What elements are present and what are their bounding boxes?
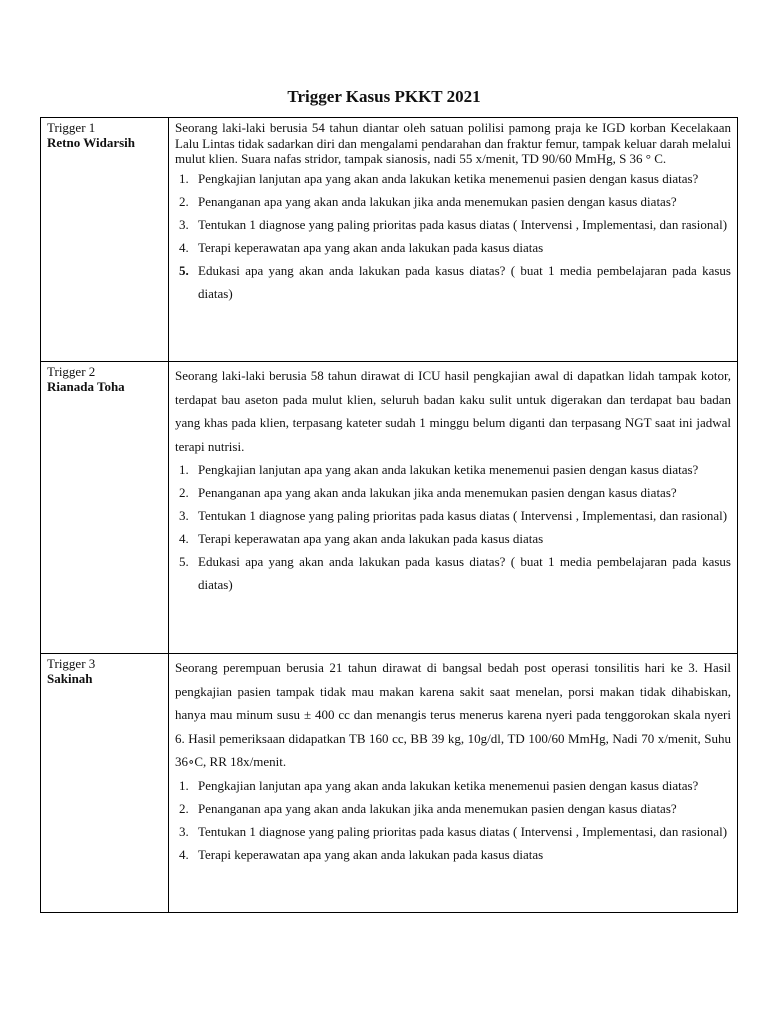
question-text: Pengkajian lanjutan apa yang akan anda lakukan ketika menemenui pasien dengan kasus diatas?	[198, 170, 699, 186]
question-number: 5.	[179, 554, 189, 569]
question-item	[179, 213, 731, 236]
question-item	[179, 527, 731, 550]
question-text: Penanganan apa yang akan anda lakukan jika anda menemukan pasien dengan kasus diatas?	[198, 193, 677, 209]
trigger-meta-cell	[41, 118, 169, 362]
question-number: 5.	[179, 262, 189, 278]
question-text: Terapi keperawatan apa yang akan anda lakukan pada kasus diatas	[198, 846, 544, 862]
question-item	[179, 481, 731, 504]
trigger-author-name: Rianada Toha	[47, 379, 125, 394]
question-text: Terapi keperawatan apa yang akan anda lakukan pada kasus diatas	[198, 531, 544, 546]
trigger-author-name: Retno Widarsih	[47, 135, 136, 150]
question-number: 3.	[179, 216, 189, 232]
trigger-meta-cell	[41, 362, 169, 654]
question-item	[179, 167, 731, 190]
trigger-label: Trigger 1	[47, 120, 96, 135]
trigger-row	[41, 362, 738, 654]
question-text: Pengkajian lanjutan apa yang akan anda lakukan ketika menemenui pasien dengan kasus diatas?	[198, 462, 699, 477]
question-number: 4.	[179, 531, 189, 546]
question-item	[179, 820, 731, 843]
trigger-table	[40, 117, 738, 913]
question-number: 1.	[179, 462, 189, 477]
case-scenario: Seorang laki-laki berusia 54 tahun diantar oleh satuan polilisi pamong praja ke IGD korban Kecelakaan Lalu Lintas tidak sadarkan diri dan mengalami pendarahan dan fraktur femur, tampak keluar darah melalui mulut klien. Suara nafas stridor, tampak sianosis, nadi 55 x/menit, TD 90/60 MmHg, S 36 ° C.	[175, 120, 731, 166]
question-text: Pengkajian lanjutan apa yang akan anda lakukan ketika menemenui pasien dengan kasus diatas?	[198, 777, 699, 793]
trigger-meta-cell	[41, 654, 169, 913]
question-number: 4.	[179, 239, 189, 255]
document-title: Trigger Kasus PKKT 2021	[287, 87, 481, 106]
case-scenario: Seorang perempuan berusia 21 tahun dirawat di bangsal bedah post operasi tonsilitis hari ke 3. Hasil pengkajian pasien tampak tidak mau makan karena sakit saat menelan, porsi makan tidak dihabiskan, hanya mau minum susu ± 400 cc dan menangis terus menerus karena nyeri pada tenggorokan skala nyeri 6. Hasil pemeriksaan didapatkan TB 160 cc, BB 39 kg, 10g/dl, TD 100/60 MmHg, Nadi 70 x/menit, Suhu 36∘C, RR 18x/menit.	[175, 660, 731, 769]
trigger-label: Trigger 2	[47, 364, 96, 379]
question-item	[179, 550, 731, 596]
case-scenario: Seorang laki-laki berusia 58 tahun dirawat di ICU hasil pengkajian awal di dapatkan lidah tampak kotor, terdapat bau aseton pada mulut klien, seluruh badan kaku sulit untuk digerakan dan terdapat bau badan yang khas pada klien, terpasang kateter sudah 1 minggu belum diganti dan terpasang NGT saat ini jadwal terapi nutrisi.	[175, 368, 731, 454]
question-number: 3.	[179, 508, 189, 523]
question-list	[175, 458, 731, 596]
question-list	[175, 774, 731, 866]
question-item	[179, 190, 731, 213]
question-text: Edukasi apa yang akan anda lakukan pada kasus diatas? ( buat 1 media pembelajaran pada kasus diatas)	[198, 262, 731, 301]
question-text: Penanganan apa yang akan anda lakukan jika anda menemukan pasien dengan kasus diatas?	[198, 485, 677, 500]
trigger-row	[41, 654, 738, 913]
question-number: 2.	[179, 800, 189, 816]
trigger-content-cell	[169, 362, 738, 654]
trigger-author-name: Sakinah	[47, 671, 93, 686]
question-text: Tentukan 1 diagnose yang paling prioritas pada kasus diatas ( Intervensi , Implementasi, dan rasional)	[198, 823, 728, 839]
question-item	[179, 843, 731, 866]
question-text: Penanganan apa yang akan anda lakukan jika anda menemukan pasien dengan kasus diatas?	[198, 800, 677, 816]
question-item	[179, 504, 731, 527]
question-item	[179, 797, 731, 820]
trigger-row	[41, 118, 738, 362]
question-list	[175, 167, 731, 305]
question-number: 3.	[179, 823, 189, 839]
question-text: Terapi keperawatan apa yang akan anda lakukan pada kasus diatas	[198, 239, 544, 255]
question-text: Edukasi apa yang akan anda lakukan pada kasus diatas? ( buat 1 media pembelajaran pada kasus diatas)	[198, 554, 731, 592]
question-number: 4.	[179, 846, 189, 862]
question-text: Tentukan 1 diagnose yang paling prioritas pada kasus diatas ( Intervensi , Implementasi, dan rasional)	[198, 508, 728, 523]
trigger-label: Trigger 3	[47, 656, 96, 671]
trigger-content-cell	[169, 118, 738, 362]
question-number: 1.	[179, 777, 189, 793]
question-item	[179, 458, 731, 481]
question-number: 2.	[179, 193, 189, 209]
question-item	[179, 774, 731, 797]
question-item	[179, 236, 731, 259]
question-number: 2.	[179, 485, 189, 500]
question-item	[179, 259, 731, 305]
question-number: 1.	[179, 170, 189, 186]
question-text: Tentukan 1 diagnose yang paling prioritas pada kasus diatas ( Intervensi , Implementasi, dan rasional)	[198, 216, 728, 232]
trigger-content-cell	[169, 654, 738, 913]
